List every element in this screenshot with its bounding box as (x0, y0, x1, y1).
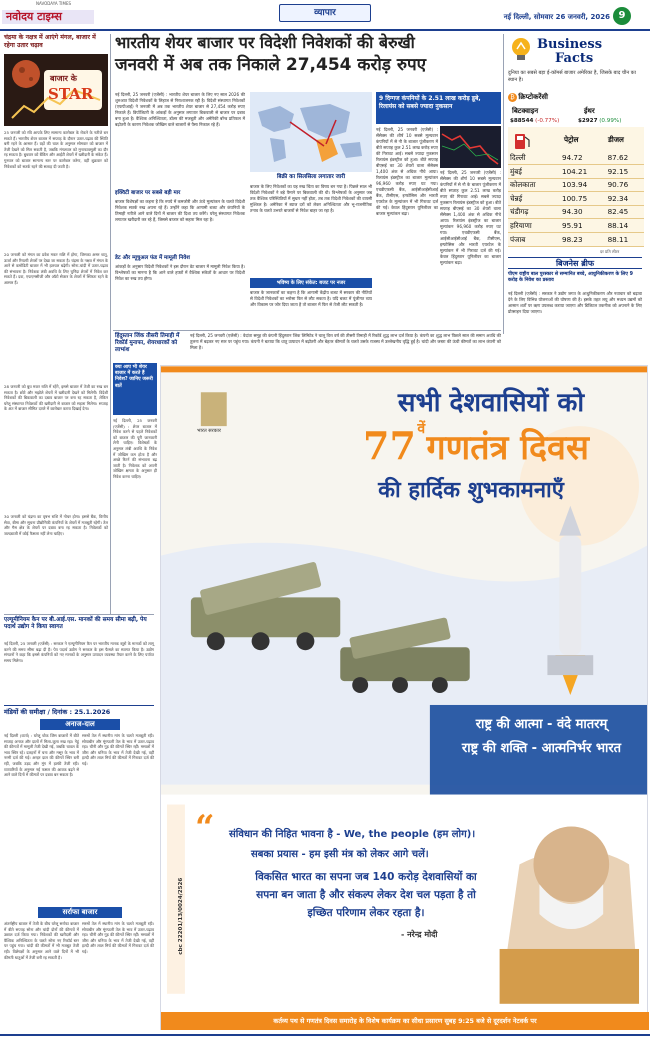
petrol-price: 103.94 (560, 178, 606, 192)
map-illustration (250, 92, 372, 172)
main-sub-3-text: भविष्य के लिए संकेत: बजट पर नजर (276, 280, 346, 286)
brief-headline: पीएम राष्ट्रीय बाल पुरस्कार से सम्मानित बच्चे, आधुनिकीकरण के लिए 9 करोड़ के निवेश का प्रस्ताव (508, 272, 633, 283)
page-number: 9 (618, 10, 626, 21)
govt-label: भारत सरकार (197, 428, 221, 434)
zinc-top-rule (113, 330, 501, 331)
mandi-bullion-body: अंतर्राष्ट्रीय बाजार में तेजी के बीच घरेलू सर्राफा बाजार में बीते सप्ताह सोना और चांदी दोनों की कीमतों में उछाल दर्ज किया गया। निवेशकों की खरीदारी और वैश्विक अनिश्चितता के चलते सोना नए रिकॉर्ड स्तर पर पहुंच गया। चांदी की कीमतों में भी मजबूत तेजी रही। विशेषज्ञों के अनुसार आने वाले दिनों में भी कीमती धातुओं में तेजी बनी रह सकती है। (4, 921, 81, 960)
marketcap-body: नई दिल्ली, 25 जनवरी (एजेंसी) : सेंसेक्स की शीर्ष 10 सबसे मूल्यवान कंपनियों में से नौ के बाजार पूंजीकरण में बीते सप्ताह कुल 2.51 लाख करोड़ रुपए की गिरावट आई। सबसे ज्यादा नुकसान रिलायंस इंडस्ट्रीज को हुआ। बीते सप्ताह बीएसई का 30 शेयरों वाला सेंसेक्स 1,400 अंक से अधिक नीचे आया। रिलायंस इंडस्ट्रीज का बाजार मूल्यांकन 96,960 करोड़ रुपए घट गया। एचडीएफसी बैंक, आईसीआईसीआई बैंक, टीसीएस, इन्फोसिस और भारती एयरटेल के मूल्यांकन में भी गिरावट दर्ज की गई। केवल हिंदुस्तान यूनिलीवर का बाजार मूल्यांकन बढ़ा। (376, 127, 440, 216)
table-row (508, 192, 644, 206)
ad-line-3: की हार्दिक शुभकामनाएँ (378, 478, 564, 503)
fuel-note: दर प्रति लीटर (600, 249, 620, 254)
mandi-bullion-body-2: सरसों तेल में स्थानीय मांग के चलते मजबूती रही। सोयाबीन और मूंगफली तेल के भाव में उतार-चढ़ाव रहा। चीनी और गुड़ की कीमतें स्थिर रहीं। मसालों में जीरा और धनिया के भाव में तेजी देखी गई, वहीं हल्दी और लाल मिर्च की कीमतों में गिरावट दर्ज की गई। (82, 921, 156, 954)
business-fact-text: दुनिया का सबसे बड़ा ई-कॉमर्स बाजार अमेरिका है, जिसके बाद चीन का स्थान है। (508, 70, 636, 83)
city: चंडीगढ़ (508, 205, 560, 219)
astro-body-4: 30 जनवरी को चंद्रमा का वृषभ राशि में गोचर होगा। इससे बैंक, वित्तीय सेवा, बीमा और सूचना प्रौद्योगिकी कंपनियों के शेयरों में मजबूती रहेगी। तेल और गैस क्षेत्र के शेयरों पर दबाव बना रह सकता है। निवेशकों को जल्दबाजी में कोई फैसला नहीं लेना चाहिए। (4, 514, 110, 536)
city: हरियाणा (508, 219, 560, 233)
table-row (508, 165, 644, 179)
table-row (508, 233, 644, 247)
city: दिल्ली (508, 151, 560, 165)
diesel-price: 87.62 (606, 151, 644, 165)
side-news-box (113, 363, 157, 415)
astro-logo-line2: STAR (48, 85, 94, 103)
crypto-name-eth: ईथर (584, 107, 595, 115)
main-col2: बाजार के लिए निवेशकों का यह रुख चिंता का विषय बन गया है। पिछले साल भी विदेशी निवेशकों ने बड़े पैमाने पर बिकवाली की थी। विश्लेषकों के अनुसार जब तक वैश्विक परिस्थितियों में सुधार नहीं होता, तब तक विदेशी निवेशकों की वापसी मुश्किल है। अमेरिका में ब्याज दरों को लेकर अनिश्चितता और भू-राजनीतिक तनाव के चलते उभरते बाजारों से निवेश बाहर जा रहा है। (250, 184, 374, 213)
footer-rule (0, 1034, 650, 1036)
petrol-price: 100.75 (560, 192, 606, 206)
masthead-title: नवोदय टाइम्स (6, 10, 62, 23)
brief-body: नई दिल्ली (एजेंसी) : सरकार ने उद्योग जगत के आधुनिकीकरण और नवाचार को बढ़ावा देने के लिए विभिन्न योजनाओं की घोषणा की है। इसके तहत लघु और मध्यम उद्यमों को आसान शर्तों पर ऋण उपलब्ध कराया जाएगा और डिजिटल तकनीक को अपनाने के लिए प्रोत्साहन दिया जाएगा। (508, 291, 644, 314)
fuel-pump-illustration (512, 131, 534, 151)
petrol-price: 94.72 (560, 151, 606, 165)
main-col1b: बाजार विशेषज्ञों का कहना है कि रुपये में कमजोरी और ऊंचे मूल्यांकन के चलते विदेशी निवेशक सतर्क रुख अपना रहे हैं। उन्होंने कहा कि आगामी बजट और कंपनियों के तिमाही नतीजे आने वाले दिनों में बाजार की दिशा तय करेंगे। घरेलू संस्थागत निवेशक लगातार खरीदारी कर रहे हैं, जिससे बाजार को सहारा मिल रहा है। (115, 199, 247, 222)
table-row (508, 178, 644, 192)
stock-decline-chart (440, 126, 501, 168)
main-sub-3 (250, 278, 372, 288)
ad-quote-4: सपना बन जाता है और संकल्प लेकर देश चल पड़ता है तो (256, 889, 476, 901)
brief-title-box (508, 257, 642, 269)
petrol-price: 94.30 (560, 205, 606, 219)
btc-change: (-0.77%) (535, 118, 560, 124)
lightbulb-icon (508, 36, 534, 62)
world-map (250, 92, 372, 172)
mandi-title-box (4, 705, 154, 717)
ad-slogan-2: राष्ट्र की शक्ति - आत्मनिर्भर भारत (461, 741, 622, 756)
dateline: नई दिल्ली, सोमवार 26 जनवरी, 2026 (503, 13, 610, 21)
brief-title: बिजनेस ब्रीफ (555, 259, 595, 268)
page-number-badge (613, 7, 631, 25)
btc-value: $88544 (510, 118, 534, 124)
main-col2b: बाजार के जानकारों का कहना है कि आगामी केंद्रीय बजट में सरकार की नीतियों से विदेशी निवेशकों का भरोसा फिर से लौट सकता है। यदि बजट में पूंजीगत व्यय और विकास पर जोर दिया जाता है तो बाजार में फिर से तेजी लौट सकती है। (250, 290, 374, 307)
left-column-rule (110, 34, 111, 614)
main-col1: नई दिल्ली, 25 जनवरी (एजेंसी) : भारतीय शेयर बाजार के लिए नए साल 2026 की शुरुआत विदेशी निवेशकों के लिहाज से निराशाजनक रही है। विदेशी संस्थागत निवेशकों (एफपीआई) ने जनवरी में अब तक भारतीय शेयर बाजार से 27,454 करोड़ रुपए निकाले हैं। डिपॉजिटरी के आंकड़ों के अनुसार लगातार बिकवाली से बाजार पर दबाव बना हुआ है। वैश्विक अनिश्चितता, डॉलर की मजबूती और अमेरिकी बॉन्ड प्रतिफल में बढ़ोतरी के कारण निवेशक जोखिम वाले बाजारों से पैसा निकाल रहे हैं। (115, 92, 247, 127)
marketcap-headline: 9 दिग्गज कंपनियों के 2.51 लाख करोड़ डूबे, रिलायंस को सबसे ज्यादा नुकसान (379, 95, 481, 110)
petrol-price: 104.21 (560, 165, 606, 179)
astro-logo (4, 54, 108, 126)
eth-change: (0.99%) (599, 118, 622, 124)
crypto-icon: ₿ (508, 93, 517, 102)
main-col1c: आंकड़ों के अनुसार विदेशी निवेशकों ने इस दौरान डेट बाजार में मामूली निवेश किया है। विश्लेषकों का मानना है कि आने वाले हफ्तों में वैश्विक संकेतों के आधार पर विदेशी निवेश का रुख तय होगा। (115, 264, 247, 281)
table-row (508, 205, 644, 219)
crypto-value-eth (578, 118, 621, 126)
main-sub-1: इक्विटी बाजार पर सबसे बड़ी मार (115, 190, 181, 196)
ad-footer-band (161, 1012, 649, 1030)
city: कोलकाता (508, 178, 560, 192)
fuel-table-box (508, 127, 644, 247)
astro-logo-line1: बाजार के (50, 74, 77, 83)
zinc-headline: हिंदुस्तान जिंक तीसरी तिमाही में रिकॉर्ड मुनाफा, शेयरधारकों को लाभांश (115, 333, 180, 353)
table-row (508, 151, 644, 165)
ad-number-row (311, 420, 641, 472)
alu-body: नई दिल्ली, 25 जनवरी (एजेंसी) : सरकार ने एल्यूमीनियम कैन पर भारतीय मानक ब्यूरो के मानकों को लागू करने की समय सीमा बढ़ा दी है। पेय पदार्थ उद्योग ने सरकार के इस फैसले का स्वागत किया है। उद्योग संगठनों ने कहा कि इससे कंपनियों को नए मानकों के अनुसार उत्पादन व्यवस्था तैयार करने के लिए पर्याप्त समय मिलेगा। (4, 641, 156, 663)
diesel-price: 92.15 (606, 165, 644, 179)
fuel-col-diesel: डीजल (608, 135, 624, 144)
ad-footer: कर्तव्य पथ से गणतंत्र दिवस समारोह के विशेष कार्यक्रम का सीधा प्रसारण सुबह 9:25 बजे से दूरदर्शन नेटवर्क पर (273, 1017, 537, 1025)
alu-headline: एल्यूमीनियम कैन पर बी.आई.एस. मानकों की समय सीमा बढ़ी, पेय पदार्थ उद्योग ने किया स्वागत (4, 617, 147, 631)
astro-body-2: 20 जनवरी को मंगल का प्रवेश मकर राशि में होगा, जिसका असर धातु, ऊर्जा और रियल्टी शेयरों पर देखा जा सकता है। चंद्रमा के नक्षत्र में मंगल के आने से कमोडिटी बाजार में भी हलचल बढ़ेगी। सोना-चांदी में उतार-चढ़ाव की संभावना है। निवेशक लंबी अवधि के लिए चुनिंदा शेयरों में निवेश कर सकते हैं। दवा, एफएमसीजी और ऑटो सेक्टर के शेयरों में स्थिरता रहने के आसार हैं। (4, 252, 110, 285)
mandi-grain-body-2: सरसों तेल में स्थानीय मांग के चलते मजबूती रही। सोयाबीन और मूंगफली तेल के भाव में उतार-चढ़ाव रहा। चीनी और गुड़ की कीमतें स्थिर रहीं। मसालों में जीरा और धनिया के भाव में तेजी देखी गई, वहीं हल्दी और लाल मिर्च की कीमतों में गिरावट दर्ज की गई। (82, 733, 156, 766)
main-headline-2: जनवरी में अब तक निकाले 27,454 करोड़ रुपए (115, 55, 427, 75)
zinc-body: नई दिल्ली, 25 जनवरी (एजेंसी) : वेदांता समूह की कंपनी हिंदुस्तान जिंक लिमिटेड ने चालू वित्त वर्ष की तीसरी तिमाही में रिकॉर्ड शुद्ध लाभ दर्ज किया है। कंपनी का शुद्ध लाभ पिछले साल की समान अवधि की तुलना में बढ़कर नए स्तर पर पहुंच गया। कंपनी ने बताया कि धातु उत्पादन में बढ़ोतरी और बेहतर कीमतों के चलते उसके राजस्व में उल्लेखनीय वृद्धि हुई है। चांदी और जस्ता की ऊंची कीमतों का लाभ कंपनी को मिला है। (190, 333, 503, 350)
ad-code: cbc 22201/13/0024/2526 (178, 877, 185, 955)
diesel-price: 90.76 (606, 178, 644, 192)
table-row (508, 219, 644, 233)
mandi-bullion-bar (38, 907, 122, 918)
business-facts-title-2: Facts (555, 51, 594, 66)
city: पंजाब (508, 233, 560, 247)
city: मुंबई (508, 165, 560, 179)
republic-day-ad (160, 365, 648, 1030)
marketcap-headline-box (376, 92, 501, 124)
marketcap-chart (440, 126, 501, 168)
astro-body-1: 25 जनवरी को रवि आपके लिए सामान्य कारोबार के रोकने के नतीजे बन सकते हैं। भारतीय शेयर बाजार में सप्ताह के दौरान उतार-चढ़ाव की स्थिति बनी रहने के आसार हैं। ग्रहों की चाल के अनुसार सोमवार को बाजार में तेजी देखने को मिल सकती है, जबकि मंगलवार को मुनाफावसूली का दौर रह सकता है। बुधवार को बैंकिंग और आईटी शेयरों में खरीदारी के संकेत हैं। गुरुवार को बाजार सामान्य स्तर पर कारोबार करेगा, वहीं शुक्रवार को निवेशकों को सतर्क रहने की सलाह दी जाती है। (4, 130, 110, 169)
mandi-grain-bar (40, 719, 120, 730)
ad-slogan-1: राष्ट्र की आत्मा - वंदे मातरम् (475, 717, 608, 732)
city: चेन्नई (508, 192, 560, 206)
section-label: व्यापार (279, 4, 371, 22)
petrol-price: 95.91 (560, 219, 606, 233)
astro-body-3: 28 जनवरी को बुध मकर राशि में रहेंगे, इससे बाजार में तेजी का रुख बन सकता है। छोटे और मझोले शेयरों में खरीदारी देखने को मिलेगी। विदेशी निवेशकों की बिकवाली का दबाव बाजार पर बना रह सकता है, लेकिन घरेलू संस्थागत निवेशकों की खरीदारी से बाजार को सहारा मिलेगा। सप्ताह के अंत में बाजार सीमित दायरे में कारोबार करता दिखाई देगा। (4, 384, 110, 412)
right-column-rule (503, 34, 504, 334)
crypto-title-box (508, 93, 642, 105)
eth-value: $2927 (578, 118, 598, 124)
ad-line-1: सभी देशवासियों को (397, 388, 585, 418)
ad-number: 77 (363, 423, 416, 468)
map-caption: बिक्री का सिलसिला लगातार जारी (276, 174, 346, 180)
diesel-price: 88.11 (606, 233, 644, 247)
mandi-grain-body: नई दिल्ली (वार्ता) : घरेलू थोक जिंस बाजारों में बीते सप्ताह अनाज और दालों में मिला-जुला रुख रहा। गेहूं की कीमतों में मामूली तेजी देखी गई, जबकि चावल के भाव स्थिर रहे। दलहनों में चना और मसूर के भाव में नरमी दर्ज की गई। अरहर दाल की कीमतें स्थिर बनी रहीं, जबकि उड़द और मूंग में हल्की तेजी रही। व्यापारियों के अनुसार नई फसल की आवक बढ़ने से आने वाले दिनों में कीमतों पर दबाव बन सकता है। (4, 733, 81, 778)
crypto-value-btc (510, 118, 559, 126)
fuel-table (508, 151, 644, 247)
header-rule (0, 29, 650, 31)
crypto-name-btc: बिटक्वाइन (512, 107, 539, 115)
ad-quote-5: इच्छित परिणाम लेकर रहता है। (307, 907, 425, 919)
mandi-grain-label: अनाज-दाल (65, 720, 95, 728)
side-news-headline: क्या आप भी शेयर बाजार में करते हैं निवेश? जानिए जरूरी बातें (115, 365, 153, 389)
ad-quote-3: विकसित भारत का सपना जब 140 करोड़ देशवासियों का (255, 871, 477, 883)
ad-line-2: गणतंत्र दिवस (426, 428, 589, 468)
mandi-bullion-label: सर्राफा बाजार (62, 908, 98, 916)
masthead-strip (0, 0, 650, 30)
petrol-price: 98.23 (560, 233, 606, 247)
main-sub-2: डेट और म्यूचुअल फंड में मामूली निवेश (115, 255, 190, 261)
crypto-title: क्रिप्टोकरेंसी (518, 93, 548, 101)
ad-quote-2: सबका प्रयास - हम इसी मंत्र को लेकर आगे चलें। (251, 849, 429, 860)
marketcap-body-cont: नई दिल्ली, 25 जनवरी (एजेंसी) : सेंसेक्स की शीर्ष 10 सबसे मूल्यवान कंपनियों में से नौ के बाजार पूंजीकरण में बीते सप्ताह कुल 2.51 लाख करोड़ रुपए की गिरावट आई। सबसे ज्यादा नुकसान रिलायंस इंडस्ट्रीज को हुआ। बीते सप्ताह बीएसई का 30 शेयरों वाला सेंसेक्स 1,400 अंक से अधिक नीचे आया। रिलायंस इंडस्ट्रीज का बाजार मूल्यांकन 96,960 करोड़ रुपए घट गया। एचडीएफसी बैंक, आईसीआईसीआई बैंक, टीसीएस, इन्फोसिस और भारती एयरटेल के मूल्यांकन में भी गिरावट दर्ज की गई। केवल हिंदुस्तान यूनिलीवर का बाजार मूल्यांकन बढ़ा। (440, 170, 503, 265)
business-facts-title-1: Business (537, 37, 603, 52)
masthead-small: NAVODAYA TIMES (36, 1, 72, 6)
fuel-pump-icon (512, 131, 534, 151)
ad-quote-1: संविधान की निहित भावना है - We, the people (हम लोग)। (229, 829, 476, 840)
side-news-body: नई दिल्ली, 25 जनवरी (एजेंसी) : शेयर बाजार में निवेश करने से पहले निवेशकों को बाजार की पूरी जानकारी लेनी चाहिए। विशेषज्ञों के अनुसार लंबी अवधि के निवेश में जोखिम कम होता है और अच्छे रिटर्न की संभावना बढ़ जाती है। निवेशक को अपनी जोखिम क्षमता के अनुसार ही निवेश करना चाहिए। (113, 418, 159, 479)
diesel-price: 88.14 (606, 219, 644, 233)
mandi-title: मंडियों की समीक्षा / दिनांक : 25.1.2026 (4, 708, 111, 716)
ad-attribution: - नरेन्द्र मोदी (401, 930, 438, 939)
alu-top-rule (4, 614, 154, 615)
ad-quote-mark: “ (195, 808, 215, 848)
astro-headline: चंद्रमा के नक्षत्र में आएंगे मंगल, बाजार में रहेगा उतार चढ़ाव (4, 34, 96, 49)
main-headline-1: भारतीय शेयर बाजार पर विदेशी निवेशकों की बेरुखी (115, 33, 415, 52)
diesel-price: 82.45 (606, 205, 644, 219)
business-facts-icon (508, 36, 534, 62)
fuel-col-petrol: पेट्रोल (564, 135, 579, 144)
diesel-price: 92.34 (606, 192, 644, 206)
ad-sup: वें (417, 421, 426, 437)
